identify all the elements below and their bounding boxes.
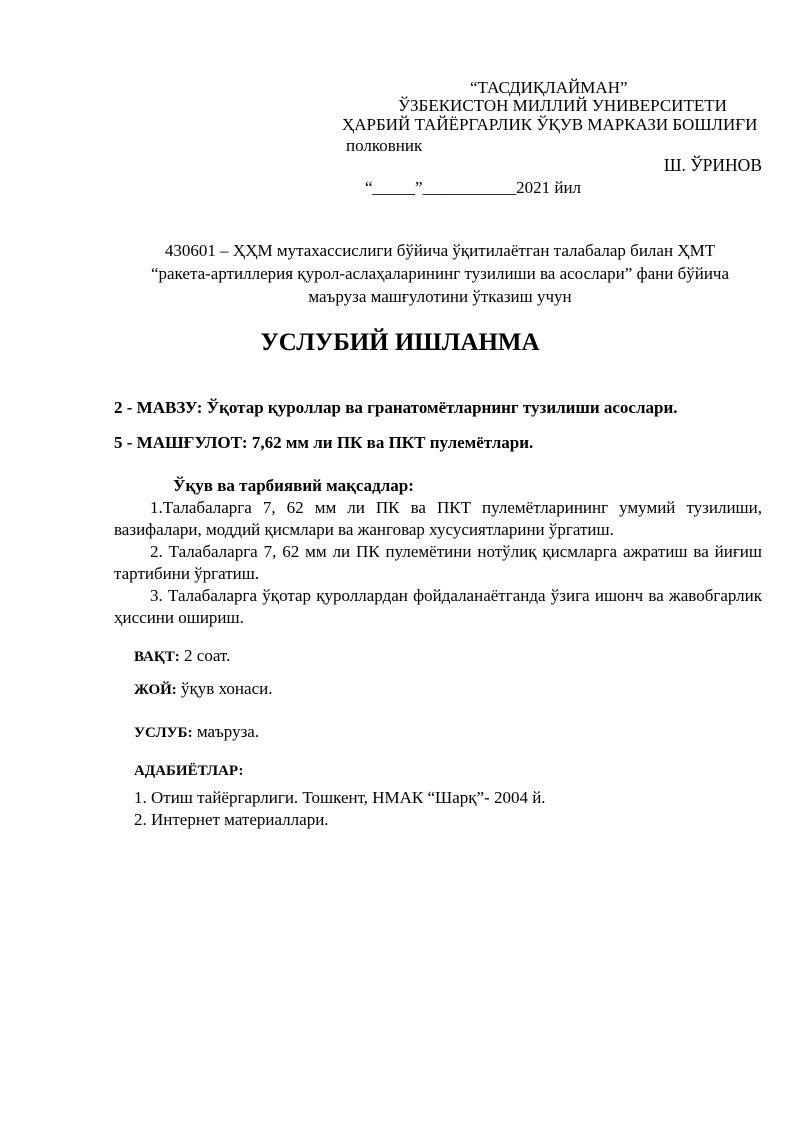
intro-line: 430601 – ҲҲМ мутахассислиги бўйича ўқитилаётган талабалар билан ҲМТ xyxy=(164,241,716,260)
intro-line: “ракета-артиллерия қурол-аслаҳаларининг тузилиши ва асослари” фани бўйича xyxy=(150,264,730,283)
topic-line: 2 - МАВЗУ: Ўқотар қуроллар ва гранатомётларнинг тузилиши асослари. xyxy=(114,398,678,417)
literature-item: 2. Интернет материаллари. xyxy=(134,810,329,829)
center-head-title: ҲАРБИЙ ТАЙЁРГАРЛИК ЎҚУВ МАРКАЗИ БОШЛИҒИ xyxy=(342,115,758,134)
goal-item: 2. Талабаларга 7, 62 мм ли ПК пулемётини нотўлиқ қисмларга ажратиш ва йиғиш тартибини ўргатиш. xyxy=(114,542,762,583)
intro-paragraph xyxy=(110,239,770,308)
literature-item: 1. Отиш тайёргарлиги. Тошкент, НМАК “Шарқ”- 2004 й. xyxy=(134,788,546,807)
university-name: ЎЗБЕКИСТОН МИЛЛИЙ УНИВЕРСИТЕТИ xyxy=(398,96,727,115)
literature-heading: АДАБИЁТЛАР: xyxy=(134,763,244,779)
approver-name: Ш. ЎРИНОВ xyxy=(663,155,762,175)
method-label: УСЛУБ: xyxy=(134,725,193,741)
time-line xyxy=(134,646,230,666)
place-label: ЖОЙ: xyxy=(134,682,177,698)
time-label: ВАҚТ: xyxy=(134,649,180,665)
approval-date: “_____”___________2021 йил xyxy=(365,178,582,197)
lesson-line: 5 - МАШҒУЛОТ: 7,62 мм ли ПК ва ПКТ пулемётлари. xyxy=(114,433,534,452)
goal-item: 1.Талабаларга 7, 62 мм ли ПК ва ПКТ пулемётларининг умумий тузилиши, вазифалари, моддий қисмлари ва жанговар хусусиятларини ўргатиш. xyxy=(114,498,762,539)
goals-heading: Ўқув ва тарбиявий мақсадлар: xyxy=(173,476,414,495)
method-value: маъруза. xyxy=(192,722,260,741)
rank: полковник xyxy=(346,136,423,155)
goal-item: 3. Талабаларга ўқотар қуроллардан фойдаланаётганда ўзига ишонч ва жавобгарлик ҳиссини ошириш. xyxy=(114,586,762,627)
document-title: УСЛУБИЙ ИШЛАНМА xyxy=(260,329,540,356)
intro-line: маъруза машғулотини ўтказиш учун xyxy=(308,287,572,306)
method-line xyxy=(134,722,259,742)
place-value: ўқув хонаси. xyxy=(176,679,273,698)
approval-stamp-text: “ТАСДИҚЛАЙМАН” xyxy=(470,78,628,97)
time-value: 2 соат. xyxy=(179,646,231,665)
goals-list xyxy=(114,497,762,629)
place-line xyxy=(134,679,272,699)
literature-list xyxy=(134,787,546,831)
